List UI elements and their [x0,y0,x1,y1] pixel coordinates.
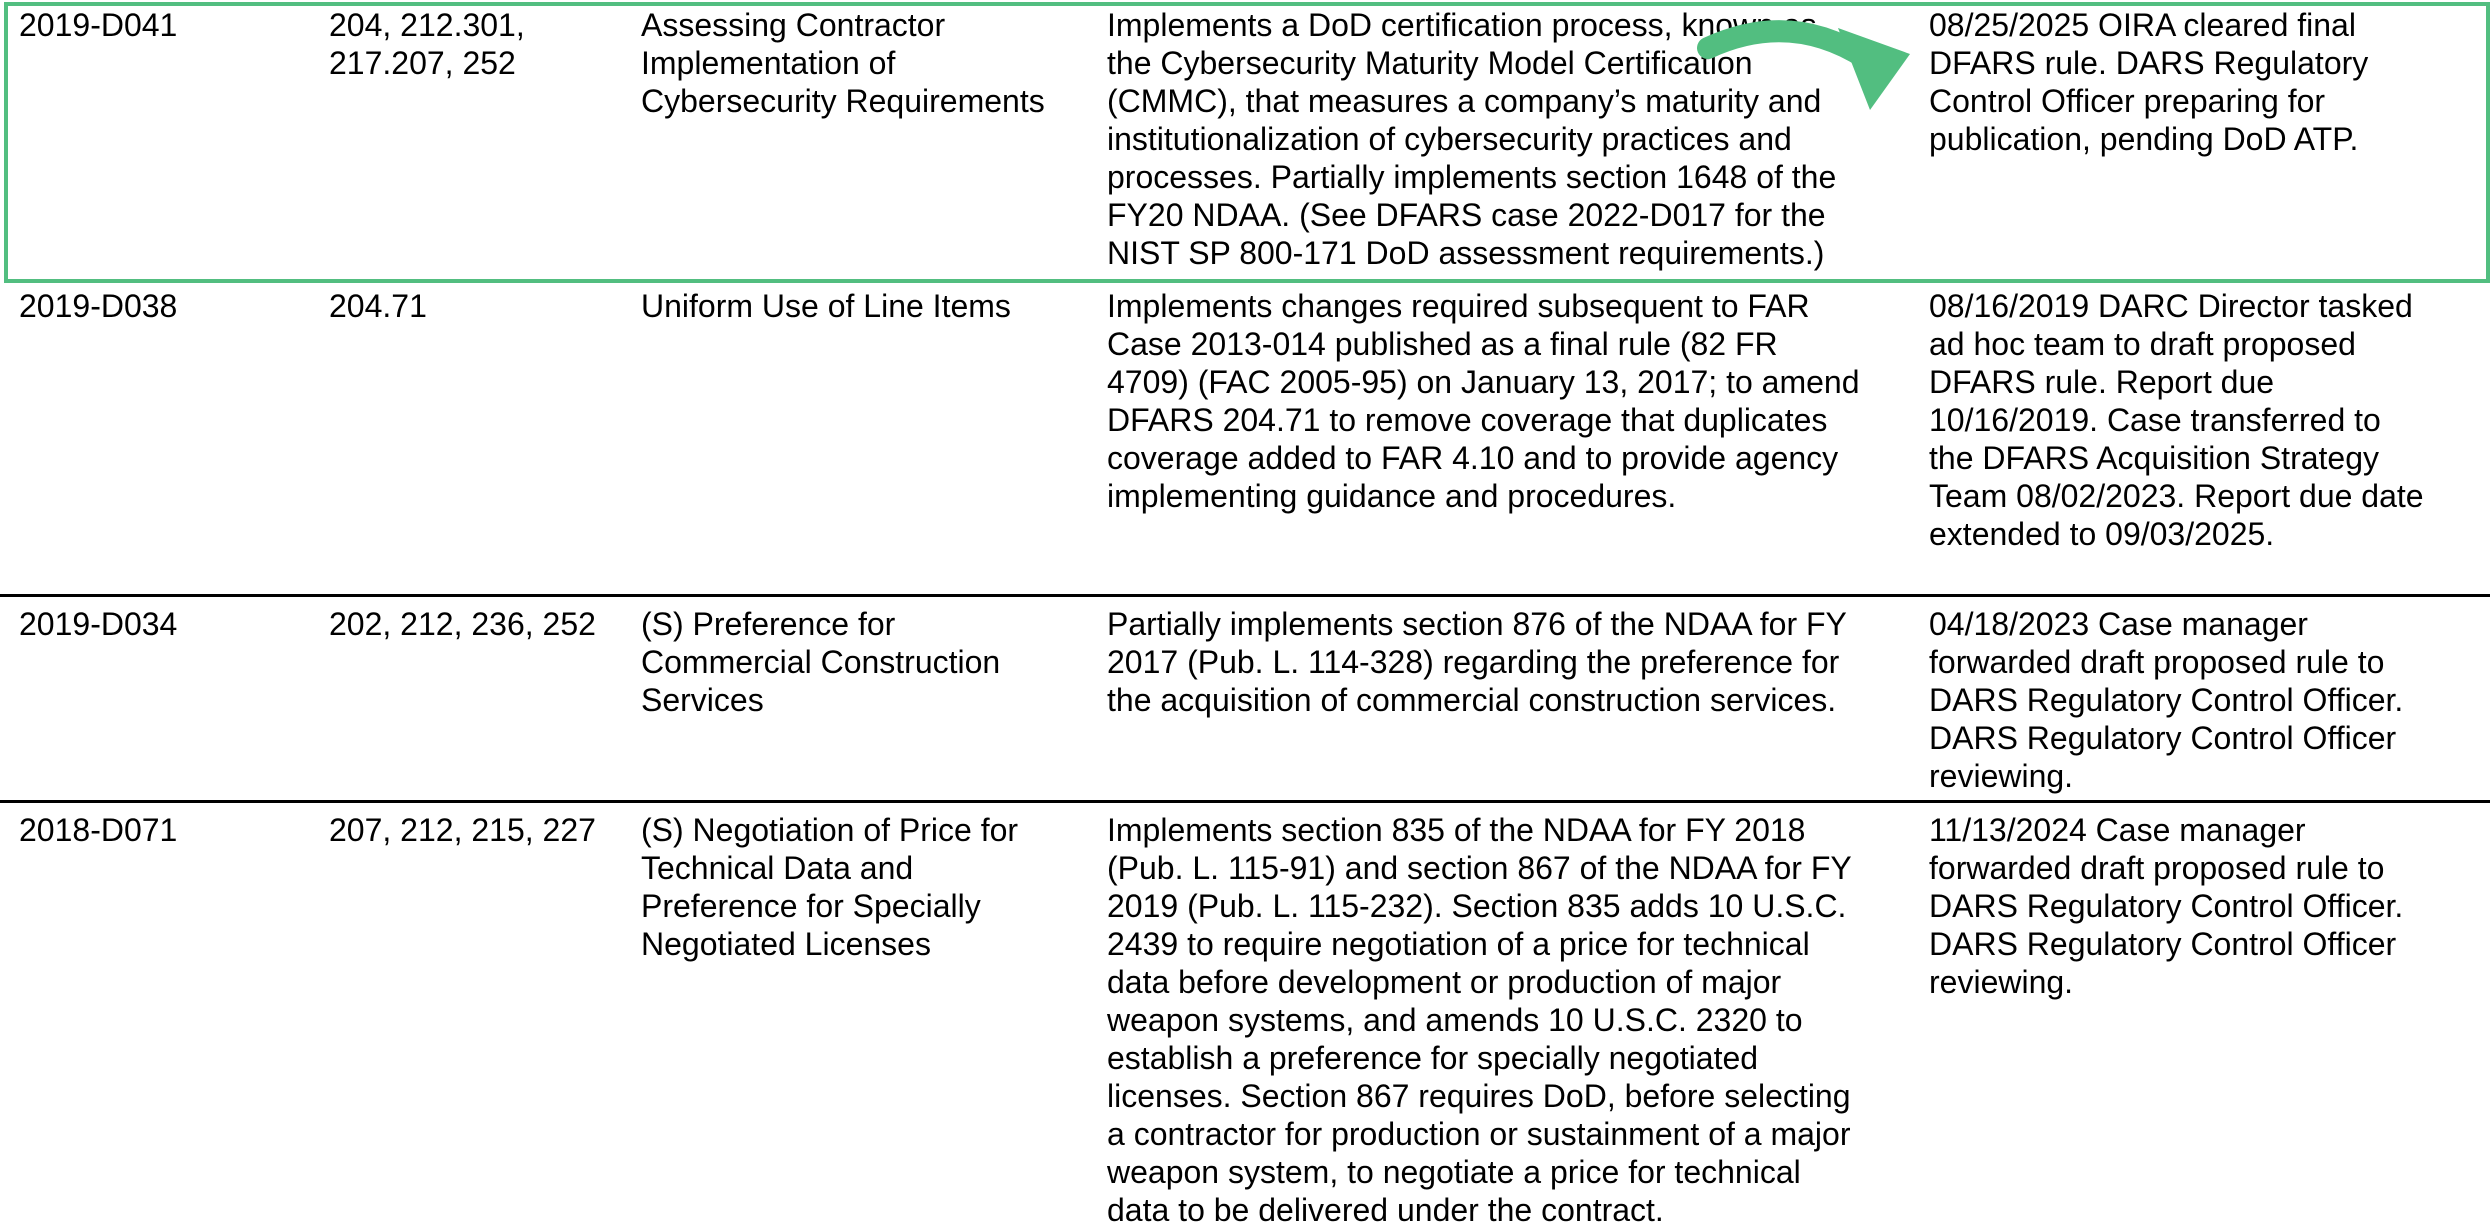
case-summary-cell [1107,287,1859,515]
dfars-parts-line: 217.207, 252 [329,45,516,81]
case-summary-line: establish a preference for specially negotiated [1107,1040,1759,1076]
case-summary-line: data to be delivered under the contract. [1107,1192,1664,1228]
case-summary-line: data before development or production of major [1107,964,1782,1000]
case-summary-line: licenses. Section 867 requires DoD, before selecting [1107,1078,1851,1114]
case-status-line: Team 08/02/2023. Report due date [1929,478,2424,514]
table-row [0,805,2490,1230]
case-status-line: 08/16/2019 DARC Director tasked [1929,288,2413,324]
case-title-line: Technical Data and [641,850,914,886]
case-summary-line: 2019 (Pub. L. 115-232). Section 835 adds 10 U.S.C. [1107,888,1847,924]
case-summary-line: 4709) (FAC 2005-95) on January 13, 2017; to amend [1107,364,1860,400]
case-number: 2019-D041 [19,7,178,43]
case-number-cell [19,811,177,849]
case-status-line: extended to 09/03/2025. [1929,516,2275,552]
case-summary-cell [1107,811,1852,1229]
case-summary-line: implementing guidance and procedures. [1107,478,1677,514]
table-row [0,0,2490,280]
case-summary-line: 2439 to require negotiation of a price for technical [1107,926,1810,962]
case-title-line: Negotiated Licenses [641,926,931,962]
case-title-line: Uniform Use of Line Items [641,288,1011,324]
case-title-line: Implementation of [641,45,896,81]
case-status-line: ad hoc team to draft proposed [1929,326,2356,362]
case-title-line: Commercial Construction [641,644,1001,680]
dfars-parts-cell [329,605,596,643]
case-summary-line: Implements section 835 of the NDAA for FY 2018 [1107,812,1806,848]
case-summary-line: Partially implements section 876 of the NDAA for FY [1107,606,1847,642]
case-number-cell [19,287,177,325]
case-status-line: 08/25/2025 OIRA cleared final [1929,7,2356,43]
dfars-parts-cell [329,287,427,325]
case-number: 2019-D038 [19,288,178,324]
case-status-line: DARS Regulatory Control Officer [1929,720,2397,756]
case-status-line: DARS Regulatory Control Officer [1929,926,2397,962]
case-summary-cell [1107,605,1847,719]
case-title-line: Services [641,682,764,718]
case-number: 2018-D071 [19,812,178,848]
case-title-cell [641,6,1045,120]
case-summary-line: a contractor for production or sustainment of a major [1107,1116,1851,1152]
case-summary-line: NIST SP 800-171 DoD assessment requirements.) [1107,235,1825,271]
case-title-cell [641,287,1011,325]
case-number-cell [19,6,177,44]
case-status-line: reviewing. [1929,758,2074,794]
case-title-line: Cybersecurity Requirements [641,83,1045,119]
case-summary-line: DFARS 204.71 to remove coverage that duplicates [1107,402,1828,438]
case-status-line: DFARS rule. DARS Regulatory [1929,45,2369,81]
case-summary-line: Implements a DoD certification process, known as [1107,7,1817,43]
case-status-cell [1929,287,2424,553]
case-status-line: 04/18/2023 Case manager [1929,606,2308,642]
case-summary-line: (CMMC), that measures a company’s maturity and [1107,83,1822,119]
case-summary-line: Case 2013-014 published as a final rule (82 FR [1107,326,1778,362]
dfars-parts-line: 204.71 [329,288,427,324]
dfars-parts-cell [329,811,596,849]
case-status-line: DARS Regulatory Control Officer. [1929,682,2404,718]
case-status-cell [1929,605,2403,795]
dfars-parts-cell [329,6,525,82]
case-summary-line: weapon systems, and amends 10 U.S.C. 2320 to [1107,1002,1803,1038]
arrow-head [1838,28,1910,110]
dfars-parts-line: 207, 212, 215, 227 [329,812,596,848]
arrow-icon [1700,10,1920,120]
case-status-line: publication, pending DoD ATP. [1929,121,2359,157]
case-summary-line: processes. Partially implements section 1648 of the [1107,159,1837,195]
dfars-parts-line: 202, 212, 236, 252 [329,606,596,642]
case-summary-line: Implements changes required subsequent to FAR [1107,288,1810,324]
case-summary-line: coverage added to FAR 4.10 and to provide agency [1107,440,1839,476]
case-status-line: 10/16/2019. Case transferred to [1929,402,2381,438]
case-summary-line: 2017 (Pub. L. 114-328) regarding the preference for [1107,644,1840,680]
case-title-line: Assessing Contractor [641,7,946,43]
case-summary-line: weapon system, to negotiate a price for technical [1107,1154,1801,1190]
dfars-parts-line: 204, 212.301, [329,7,525,43]
case-number-cell [19,605,177,643]
case-title-cell [641,811,1018,963]
case-status-line: Control Officer preparing for [1929,83,2326,119]
case-status-line: reviewing. [1929,964,2074,1000]
case-title-cell [641,605,1000,719]
case-status-line: DARS Regulatory Control Officer. [1929,888,2404,924]
row-divider [0,594,2490,597]
case-number: 2019-D034 [19,606,178,642]
case-summary-line: (Pub. L. 115-91) and section 867 of the NDAA for FY [1107,850,1852,886]
case-status-line: forwarded draft proposed rule to [1929,850,2385,886]
case-title-line: (S) Preference for [641,606,896,642]
case-summary-line: the acquisition of commercial construction services. [1107,682,1837,718]
case-status-cell [1929,811,2403,1001]
table-row [0,281,2490,593]
row-divider [0,800,2490,803]
case-status-line: DFARS rule. Report due [1929,364,2275,400]
case-title-line: (S) Negotiation of Price for [641,812,1019,848]
case-status-line: forwarded draft proposed rule to [1929,644,2385,680]
case-summary-line: institutionalization of cybersecurity practices and [1107,121,1792,157]
case-status-line: the DFARS Acquisition Strategy [1929,440,2379,476]
case-title-line: Preference for Specially [641,888,981,924]
case-status-cell [1929,6,2368,158]
table-row [0,599,2490,799]
case-summary-line: the Cybersecurity Maturity Model Certification [1107,45,1753,81]
case-status-line: 11/13/2024 Case manager [1929,812,2306,848]
case-summary-line: FY20 NDAA. (See DFARS case 2022-D017 for the [1107,197,1826,233]
